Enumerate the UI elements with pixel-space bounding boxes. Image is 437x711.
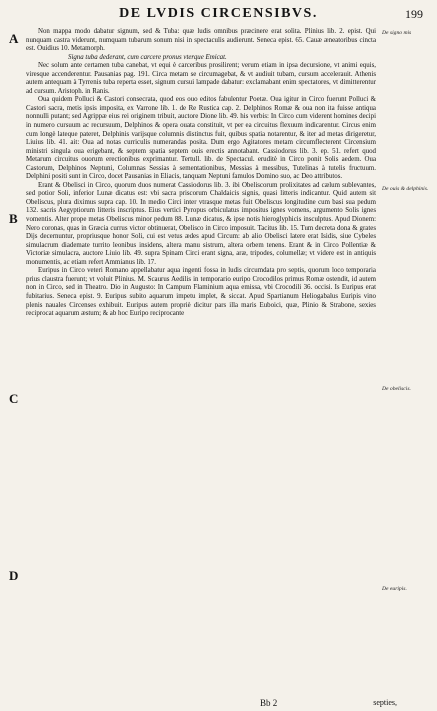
margin-note-signo: De signo mis	[382, 30, 412, 36]
section-letter-d: D	[9, 568, 19, 583]
paragraph-tuba: Non mappa modo dabatur signum, sed & Tuba: quæ ludis omnibus præcinere erat solita. Plinius lib. 2. epist. Qui nunquam castra viderunt, numquam tubarum sonum nisi in spectaculis audierunt. Seneca epist. 65. Cauæ æneatoribus cincta est. Ouidius 10. Metamorph.	[26, 28, 376, 53]
paragraph-obelisci: Erant & Obelisci in Circo, quorum duos numerat Cassiodorus lib. 3. ibi Obeliscorum prolixitates ad cælum sublevantes, sed potior Soli, inferior Lunæ dicatus est: vbi sacra priscorum Chaldaicis signis, quasi litteris indicantur. Quid autem sit Obeliscus, plura diximus supra cap. 10. In medio Circi inter vtrasque metas fuit Obeliscus longitudine cum basi sua pedum 132. sacris Aegyptiorum litteris inscriptus. Eius vertici Pyropus orbiculatus impositus ignes vomens, argumento Solis ignes vomentis. Alter prope metas Obeliscus minor pedum 88. Lunæ dicatus, & ipse notis hieroglyphicis insculptus. Apud Dionem: Nero coronas, quas in Græcia currus victor obtinuerat, Obelisco in Circo imposuit. Tacitus lib. 15. Tum decreta dona & grates Dijs decernuntur, propriusque honor Soli, cui est vetus ædes apud Circum: ab alio Obelisci latere erat Isidis, siue Cybeles simulacrum diademate turrito leonibus insidens, altera manu sistrum, altera orbem tenens. Erant & in Circo Pollentiæ & Victoriæ simulacra, auctore Liuio lib. 49. supra Spinam Circi erant signa, aræ, tripodes, columellæ; vt videre est in antiquis monumentis, ac etiam refert Ammianus lib. 17.	[26, 181, 376, 266]
section-letter-b: B	[9, 211, 18, 226]
text-column	[26, 28, 376, 319]
running-head	[0, 6, 437, 22]
paragraph-tuba-cont: Nec solum ante certamen tuba canebat, vt equi è carceribus prosilirent; verum etiam in ipsa decursione, vt animi equis, viresque accenderentur. Pausanias pag. 191. Circa metam se circumagebat, & vt audiuit tubam, cursum accelerauit. Athenis autem antequam à Tyrrenis tuba reperta esset, signum cursui lampade dabatur: exclamabant enim spectatores, vt dimitterentur ad cursum. Aristoph. in Ranis.	[26, 62, 376, 95]
section-letter-a: A	[9, 31, 19, 46]
catchword: septies,	[373, 698, 397, 707]
section-letter-c: C	[9, 391, 19, 406]
page-number: 199	[405, 7, 423, 21]
paragraph-oua: Oua quidem Polluci & Castori consecrata, quod eos ouo editos fabulentur Poetæ. Oua igitur in Circo fuerunt Polluci & Castori sacra, metis ipsis imposita, ex Varrone lib. 1. de Re Rustica cap. 2. Delphinos Romæ & oua non ita fuisse antiqua nonnulli putant; sed Agrippæ eius rei originem tribuit, auctore Dione lib. 49. his verbis: In Circo cum viderent homines decipi in numero cursuum ac recursuum, Delphinos & opera ouata constituit, vt per ea circuitus flexuum indicarentur. Circus enim cum longè lateque pateret, Delphinis varijsque columnis distinctus fuit, quibus spatia notarentur, & iter ad metas dirigeretur, Liuius lib. 41. ait: Oua ad notas curriculis numerandas posita. Dum ergo Agitatores metam circumflecterent Circensium ministri singula oua erigebant, & septem spatia septem ouis erectis annotabant. Cassiodorus lib. 3. ep. 51. refert quod Metarum circuitus ouorum erectionibus exprimantur. Tertull. lib. de Spectacul. eruditè in Circo ponit Solis aedem. Oua Castorum, Delphinos Neptuni, Columnas Sessias à sementationibus, Messias à messibus, Tutelinas à tutelis fructuum. Delphini positi sunt in Circo, docet Pausanias in Eliacis, tanquam Neptuni famulos Domino suo, ac Deo attributos.	[26, 96, 376, 181]
running-title: DE LVDIS CIRCENSIBVS.	[119, 6, 318, 21]
signature-mark: Bb 2	[260, 698, 278, 708]
margin-note-ouis: De ouis & delphinis.	[382, 186, 429, 192]
paragraph-euripus: Euripus in Circo veteri Romano appellabatur aqua ingenti fossa in ludis circumdata pro septis, quorum loco temporaria prius claustra fuerunt; vt voluit Plinius. M. Scaurus Aedilis in temporario euripo Crocodilos primus Romæ ostendit, id autem non in Circo, sed in Theatro. Dio in Augusto: In Campum Flaminium aqua emissa, vbi Crocodili 36. occisi. Is Euripus erat fubitarius. Seneca epist. 9. Euripus subito aquarum impetu implet, & siccat. Apud Spartianum Heliogabalus Euripis vino plenis nauales Circenses exhibuit. Euripus autem propriè dicitur pars illa maris Euboici, quæ, Plinio & Strabone, sexies reciprocat aquarum æstum; & ab hoc Euripo reciprocante	[26, 267, 376, 318]
margin-note-euripis: De euripis.	[382, 586, 407, 592]
verse-ovid: Signa tuba dederant, cum carcere pronus vterque Emicat.	[68, 53, 227, 61]
margin-note-obeliscis: De obeliscis.	[382, 386, 411, 392]
